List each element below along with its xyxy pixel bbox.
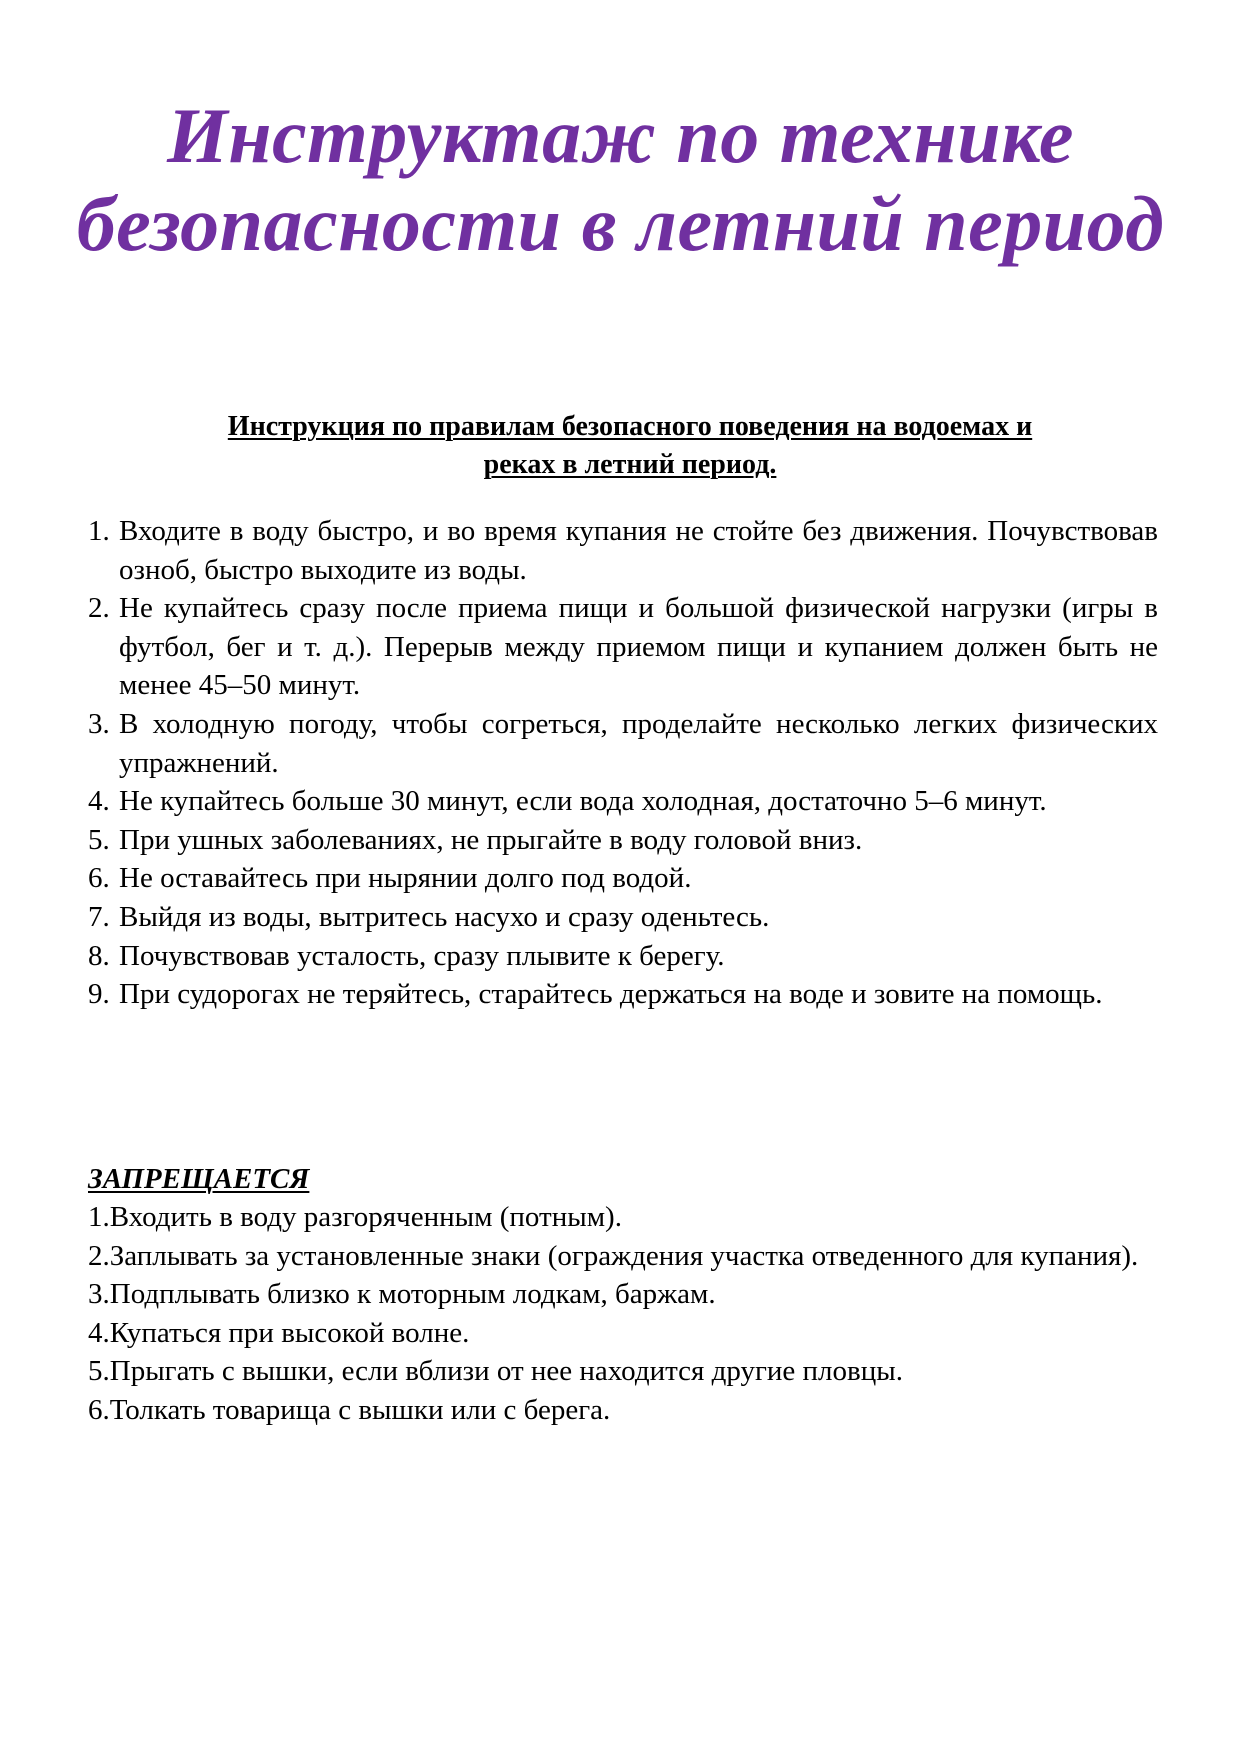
rule-number: 3. [88, 707, 110, 740]
rule-item [88, 821, 1158, 860]
title-line-2: безопасности в летний период [76, 180, 1165, 267]
rule-item [88, 589, 1158, 705]
rule-number: 6. [88, 862, 110, 895]
rule-number: 1. [88, 515, 110, 547]
forbidden-heading: ЗАПРЕЩАЕТСЯ [88, 1163, 310, 1195]
rule-text: Почувствовав усталость, сразу плывите к берегу. [119, 939, 725, 972]
forbidden-item: 3.Подплывать близко к моторным лодкам, баржам. [88, 1278, 716, 1311]
document-title [0, 92, 1241, 268]
subtitle-line-2: реках в летний период. [483, 449, 777, 480]
rule-item [88, 898, 1158, 937]
rule-text: Не оставайтесь при нырянии долго под водой. [119, 862, 692, 895]
instruction-heading [130, 408, 1130, 484]
rule-number: 7. [88, 900, 110, 933]
forbidden-item: 6.Толкать товарища с вышки или с берега. [88, 1393, 611, 1426]
forbidden-list [88, 1198, 1158, 1430]
rule-number: 4. [88, 785, 110, 818]
forbidden-item: 2.Заплывать за установленные знаки (ограждения участка отведенного для купания). [88, 1239, 1139, 1272]
rule-item [88, 937, 1158, 976]
rule-number: 5. [88, 823, 110, 856]
forbidden-item: 4.Купаться при высокой волне. [88, 1316, 470, 1349]
rule-item [88, 859, 1158, 898]
forbidden-item: 1.Входить в воду разгоряченным (потным). [88, 1201, 622, 1233]
title-line-1: Инструктаж по технике [167, 92, 1074, 179]
rule-text: Не купайтесь больше 30 минут, если вода холодная, достаточно 5–6 минут. [119, 785, 1047, 818]
rule-item [88, 975, 1158, 1014]
rule-number: 8. [88, 939, 110, 972]
rule-number: 2. [88, 592, 110, 625]
rule-text: В холодную погоду, чтобы согреться, проделайте несколько легких физических упражнений. [119, 707, 1158, 779]
rule-text: Выйдя из воды, вытритесь насухо и сразу оденьтесь. [119, 900, 770, 933]
rule-text: При судорогах не теряйтесь, старайтесь держаться на воде и зовите на помощь. [119, 978, 1103, 1011]
forbidden-item: 5.Прыгать с вышки, если вблизи от нее находится другие пловцы. [88, 1355, 903, 1388]
subtitle-line-1: Инструкция по правилам безопасного поведения на водоемах и [227, 411, 1033, 442]
rule-text: При ушных заболеваниях, не прыгайте в воду головой вниз. [119, 823, 863, 856]
rule-item [88, 705, 1158, 782]
rule-item [88, 512, 1158, 589]
rule-item [88, 782, 1158, 821]
safety-rules-list [88, 512, 1158, 1014]
rule-text: Не купайтесь сразу после приема пищи и большой физической нагрузки (игры в футбол, бег и т. д.). Перерыв между приемом пищи и купанием должен быть не менее 45–50 минут. [119, 592, 1158, 702]
rule-number: 9. [88, 978, 110, 1011]
rule-text: Входите в воду быстро, и во время купания не стойте без движения. Почувствовав озноб, быстро выходите из воды. [119, 515, 1158, 586]
